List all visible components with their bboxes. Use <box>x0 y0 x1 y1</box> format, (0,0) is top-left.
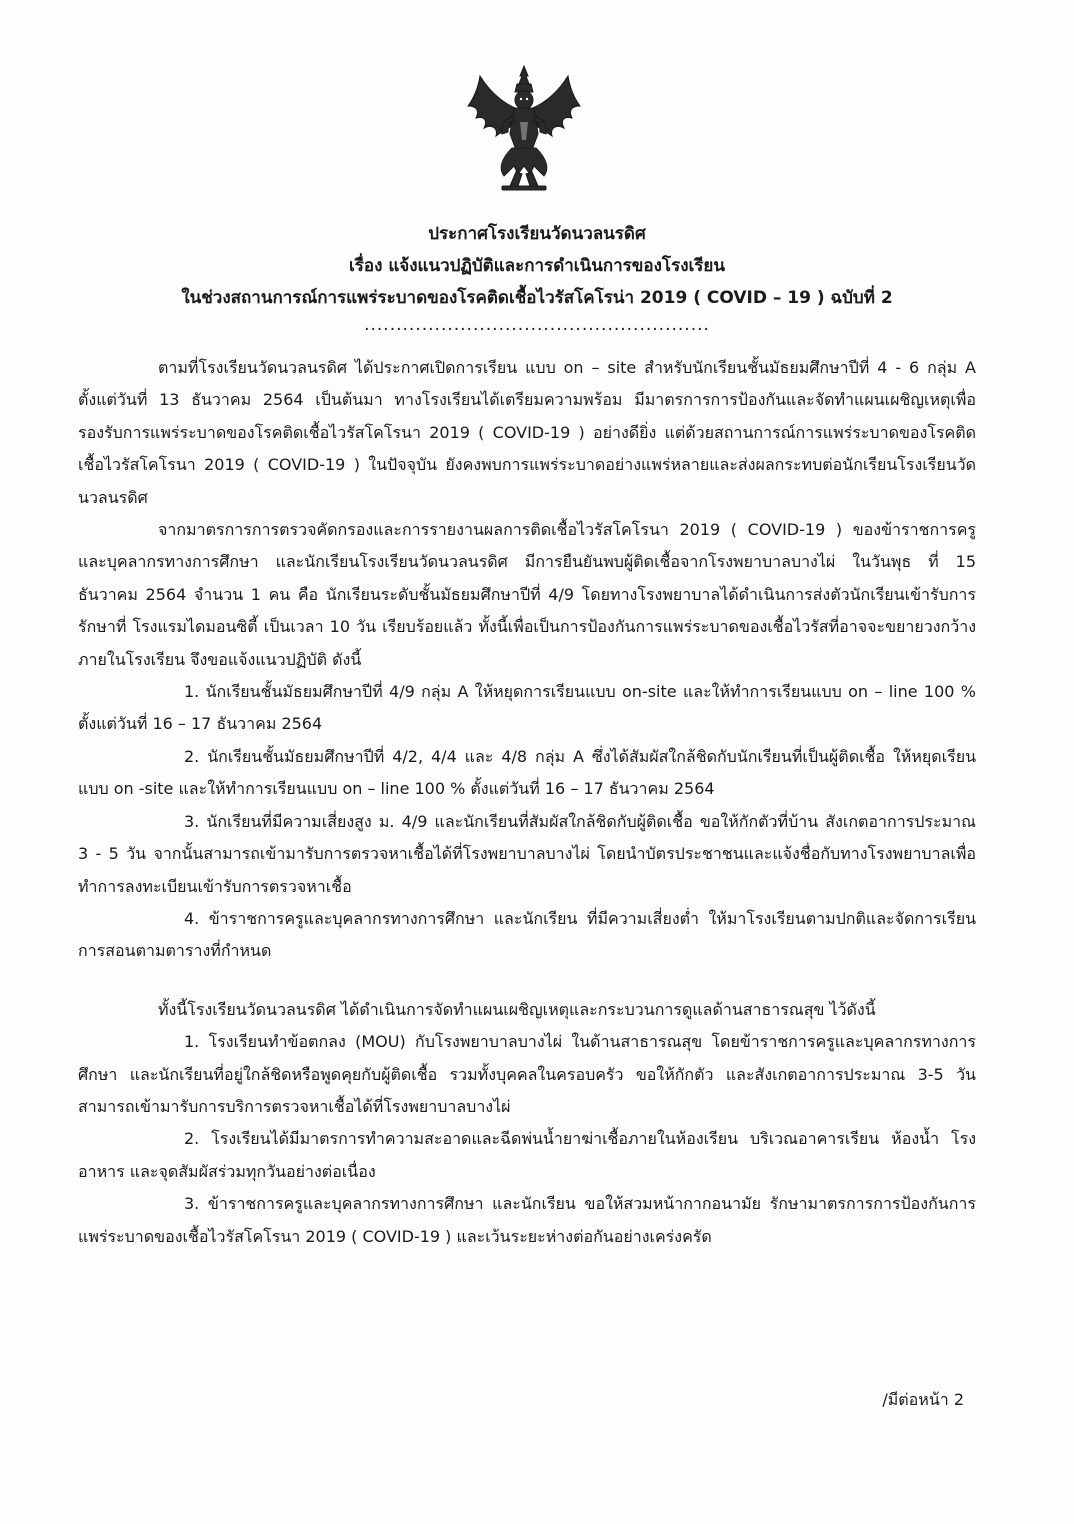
measure-item: 3. ข้าราชการครูและบุคลากรทางการศึกษา และนักเรียน ขอให้สวมหน้ากากอนามัย รักษามาตรการการป้องกันการแพร่ระบาดของเชื้อไวรัสโคโรนา 2019 ( COVID-19 ) และเว้นระยะห่างต่อกันอย่างเคร่งครัด <box>78 1194 976 1246</box>
guidelines-list <box>78 676 976 968</box>
announcement-subject: เรื่อง แจ้งแนวปฏิบัติและการดำเนินการของโรงเรียน <box>348 256 726 276</box>
header-divider: ...................................................... <box>364 315 710 335</box>
guideline-item: 3. นักเรียนที่มีความเสี่ยงสูง ม. 4/9 และนักเรียนที่สัมผัสใกล้ชิดกับผู้ติดเชื้อ ขอให้กักตัวที่บ้าน สังเกตอาการประมาณ 3 - 5 วัน จากนั้นสามารถเข้ามารับการตรวจหาเชื้อได้ที่โรงพยาบาลบางไผ่ โดยนำบัตรประชาชนและแจ้งชื่อกับทางโรงพยาบาลเพื่อทำการลงทะเบียนเข้ารับการตรวจหาเชื้อ <box>78 811 976 896</box>
announcement-context: ในช่วงสถานการณ์การแพร่ระบาดของโรคติดเชื้อไวรัสโคโรน่า 2019 ( COVID – 19 ) ฉบับที่ 2 <box>181 288 893 308</box>
announcement-body <box>78 352 976 1253</box>
paragraph-measures-intro: ทั้งนี้โรงเรียนวัดนวลนรดิศ ได้ดำเนินการจัดทำแผนเผชิญเหตุและกระบวนการดูแลด้านสาธารณสุข ไว้ดังนี้ <box>158 999 876 1019</box>
paragraph-intro: ตามที่โรงเรียนวัดนวลนรดิศ ได้ประกาศเปิดการเรียน แบบ on – site สำหรับนักเรียนชั้นมัธยมศึกษาปีที่ 4 - 6 กลุ่ม A ตั้งแต่วันที่ 13 ธันวาคม 2564 เป็นต้นมา ทางโรงเรียนได้เตรียมความพร้อม มีมาตรการการป้องกันและจัดทำแผนเผชิญเหตุเพื่อรองรับการแพร่ระบาดของโรคติดเชื้อไวรัสโคโรนา 2019 ( COVID-19 ) อย่างดียิ่ง แต่ด้วยสถานการณ์การแพร่ระบาดของโรคติดเชื้อไวรัสโคโรนา 2019 ( COVID-19 ) ในปัจจุบัน ยังคงพบการแพร่ระบาดอย่างแพร่หลายและส่งผลกระทบต่อนักเรียนโรงเรียนวัดนวลนรดิศ <box>78 358 976 507</box>
guideline-item: 2. นักเรียนชั้นมัธยมศึกษาปีที่ 4/2, 4/4 และ 4/8 กลุ่ม A ซึ่งได้สัมผัสใกล้ชิดกับนักเรียนที่เป็นผู้ติดเชื้อ ให้หยุดเรียนแบบ on -site และให้ทำการเรียนแบบ on – line 100 % ตั้งแต่วันที่ 16 – 17 ธันวาคม 2564 <box>78 746 976 799</box>
guideline-item: 1. นักเรียนชั้นมัธยมศึกษาปีที่ 4/9 กลุ่ม A ให้หยุดการเรียนแบบ on-site และให้ทำการเรียนแบบ on – line 100 % ตั้งแต่วันที่ 16 – 17 ธันวาคม 2564 <box>78 682 976 734</box>
guideline-item: 4. ข้าราชการครูและบุคลากรทางการศึกษา และนักเรียน ที่มีความเสี่ยงต่ำ ให้มาโรงเรียนตามปกติและจัดการเรียนการสอนตามตารางที่กำหนด <box>78 908 976 961</box>
continued-on-next-page: /มีต่อหน้า 2 <box>882 1390 964 1409</box>
measure-item: 1. โรงเรียนทำข้อตกลง (MOU) กับโรงพยาบาลบางไผ่ ในด้านสาธารณสุข โดยข้าราชการครูและบุคลากรทางการศึกษา และนักเรียนที่อยู่ใกล้ชิดหรือพูดคุยกับผู้ติดเชื้อ รวมทั้งบุคคลในครอบครัว ขอให้กักตัว และสังเกตอาการประมาณ 3-5 วัน สามารถเข้ามารับการบริการตรวจหาเชื้อได้ที่โรงพยาบาลบางไผ่ <box>78 1032 976 1116</box>
announcement-header <box>60 218 1014 336</box>
measure-item: 2. โรงเรียนได้มีมาตรการทำความสะอาดและฉีดพ่นน้ำยาฆ่าเชื้อภายในห้องเรียน บริเวณอาคารเรียน ห้องน้ำ โรงอาหาร และจุดสัมผัสร่วมทุกวันอย่างต่อเนื่อง <box>78 1129 976 1181</box>
garuda-emblem-icon <box>462 62 587 192</box>
announcement-title: ประกาศโรงเรียนวัดนวลนรดิศ <box>428 224 646 244</box>
section-gap <box>78 968 976 994</box>
paragraph-case-report: จากมาตรการการตรวจคัดกรองและการรายงานผลการติดเชื้อไวรัสโคโรนา 2019 ( COVID-19 ) ของข้าราชการครูและบุคลากรทางการศึกษา และนักเรียนโรงเรียนวัดนวลนรดิศ มีการยืนยันพบผู้ติดเชื้อจากโรงพยาบาลบางไผ่ ในวันพุธ ที่ 15 ธันวาคม 2564 จำนวน 1 คน คือ นักเรียนระดับชั้นมัธยมศึกษาปีที่ 4/9 โดยทางโรงพยาบาลได้ดำเนินการส่งตัวนักเรียนเข้ารับการรักษาที่ โรงแรมไดมอนซิตี้ เป็นเวลา 10 วัน เรียบร้อยแล้ว ทั้งนี้เพื่อเป็นการป้องกันการแพร่ระบาดของเชื้อไวรัสที่อาจจะขยายวงกว้างภายในโรงเรียน จึงขอแจ้งแนวปฏิบัติ ดังนี้ <box>78 520 977 669</box>
measures-list <box>78 1026 976 1253</box>
